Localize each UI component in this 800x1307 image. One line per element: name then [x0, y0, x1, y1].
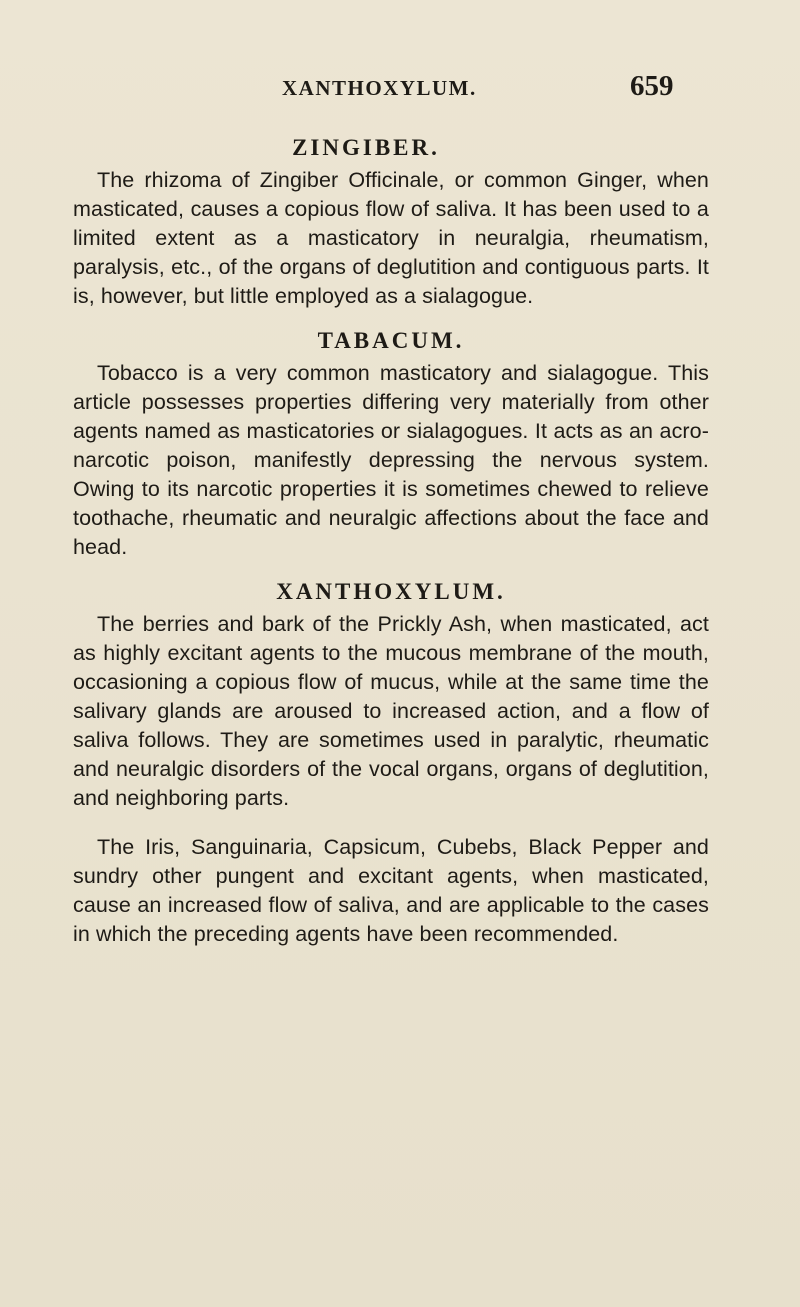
running-head [0, 70, 800, 106]
section-heading-xanthoxylum: XANTHOXYLUM. [276, 579, 506, 604]
paragraph-tabacum: Tobacco is a very common masticatory and sialagogue. This article possesses properties differing very materially from other agents named as masticatories or sialagogues. It acts as an acro-narcotic poison, manifestly depressing the nervous system. Owing to its narcotic properties it is sometimes chewed to relieve toothache, rheumatic and neuralgic affections about the face and head. [73, 361, 709, 559]
paragraph-zingiber: The rhizoma of Zingiber Officinale, or common Ginger, when masticated, causes a copious flow of saliva. It has been used to a limited extent as a masticatory in neuralgia, rheumatism, paralysis, etc., of the organs of deglutition and contiguous parts. It is, however, but little employed as a sialagogue. [73, 168, 709, 308]
page-number: 659 [630, 70, 674, 102]
page-body [73, 130, 709, 949]
paragraph-xanthoxylum: The berries and bark of the Prickly Ash, when masticated, act as highly excitant agents to the mucous membrane of the mouth, occasioning a copious flow of mucus, while at the same time the salivary glands are aroused to increased action, and a flow of saliva follows. They are sometimes used in paralytic, rheumatic and neuralgic disorders of the vocal organs, organs of deglutition, and neighboring parts. [73, 612, 709, 810]
running-title: XANTHOXYLUM. [282, 76, 477, 100]
paragraph-other-agents: The Iris, Sanguinaria, Capsicum, Cubebs, Black Pepper and sundry other pungent and excitant agents, when masticated, cause an increased flow of saliva, and are applicable to the cases in which the preceding agents have been recommended. [73, 835, 709, 946]
section-heading-tabacum: TABACUM. [317, 328, 465, 353]
section-heading-zingiber: ZINGIBER. [292, 135, 440, 160]
